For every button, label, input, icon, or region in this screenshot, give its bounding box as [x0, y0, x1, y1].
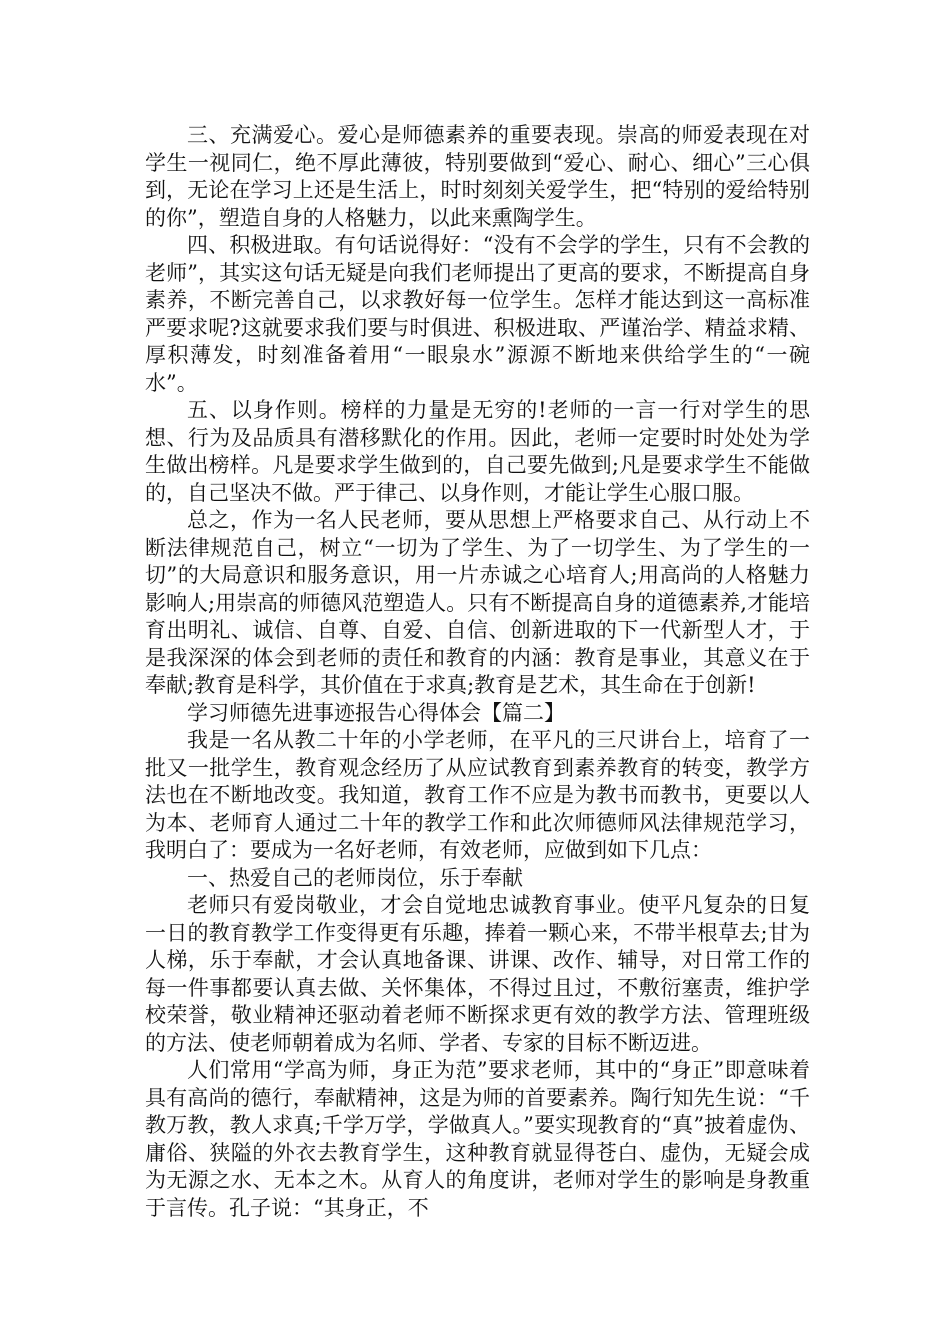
- paragraph-dedication: 老师只有爱岗敬业，才会自觉地忠诚教育事业。使平凡复杂的日复一日的教育教学工作变得更有乐趣，捧着一颗心来，不带半根草去;甘为人梯，乐于奉献，才会认真地备课、讲课、改作、辅导，对日常工作的每一件事都要认真去做、关怀集体，不得过且过，不敷衍塞责，维护学校荣誉，敬业精神还驱动着老师不断探求更有效的教学方法、管理班级的方法、使老师朝着成为名师、学者、专家的目标不断迈进。: [145, 893, 810, 1055]
- paragraph-intro: 我是一名从教二十年的小学老师，在平凡的三尺讲台上，培育了一批又一批学生，教育观念经历了从应试教育到素养教育的转变，教学方法也在不断地改变。我知道，教育工作不应是为教书而教书，更要以人为本、老师育人通过二十年的教学工作和此次师德师风法律规范学习，我明白了：要成为一名好老师，有效老师，应做到如下几点：: [145, 728, 810, 862]
- paragraph-example: 五、以身作则。榜样的力量是无穷的!老师的一言一行对学生的思想、行为及品质具有潜移默化的作用。因此，老师一定要时时处处为学生做出榜样。凡是要求学生做到的，自己要先做到;凡是要求学生不能做的，自己坚决不做。严于律己、以身作则，才能让学生心服口服。: [145, 398, 810, 505]
- subheading-love-job: 一、热爱自己的老师岗位，乐于奉献: [187, 865, 523, 890]
- paragraph-role-model: 人们常用“学高为师，身正为范”要求老师，其中的“身正”即意味着具有高尚的德行，奉献精神，这是为师的首要素养。陶行知先生说：“千教万教，教人求真;千学万学，学做真人。”要实现教育的“真”披着虚伪、庸俗、狭隘的外衣去教育学生，这种教育就显得苍白、虚伪，无疑会成为无源之水、无本之木。从育人的角度讲，老师对学生的影响是身教重于言传。孔子说：“其身正，不: [145, 1058, 810, 1220]
- paragraph-summary: 总之，作为一名人民老师，要从思想上严格要求自己、从行动上不断法律规范自己，树立“一切为了学生、为了一切学生、为了学生的一切”的大局意识和服务意识，用一片赤诚之心培育人;用高尚的人格魅力影响人;用崇高的师德风范塑造人。只有不断提高自身的道德素养,才能培育出明礼、诚信、自尊、自爱、自信、创新进取的下一代新型人才，于是我深深的体会到老师的责任和教育的内涵：教育是事业，其意义在于奉献;教育是科学，其价值在于求真;教育是艺术，其生命在于创新!: [145, 508, 810, 697]
- paragraph-progress: 四、积极进取。有句话说得好：“没有不会学的学生，只有不会教的老师”，其实这句话无疑是向我们老师提出了更高的要求，不断提高自身素养，不断完善自己，以求教好每一位学生。怎样才能达到这一高标准严要求呢?这就要求我们要与时俱进、积极进取、严谨治学、精益求精、厚积薄发，时刻准备着用“一眼泉水”源源不断地来供给学生的“一碗水”。: [145, 233, 810, 395]
- paragraph-love: 三、充满爱心。爱心是师德素养的重要表现。崇高的师爱表现在对学生一视同仁，绝不厚此薄彼，特别要做到“爱心、耐心、细心”三心俱到，无论在学习上还是生活上，时时刻刻关爱学生，把“特别的爱给特别的你”，塑造自身的人格魅力，以此来熏陶学生。: [145, 123, 810, 230]
- section-heading-part-two: 学习师德先进事迹报告心得体会【篇二】: [187, 700, 565, 725]
- document-page: [145, 122, 810, 1222]
